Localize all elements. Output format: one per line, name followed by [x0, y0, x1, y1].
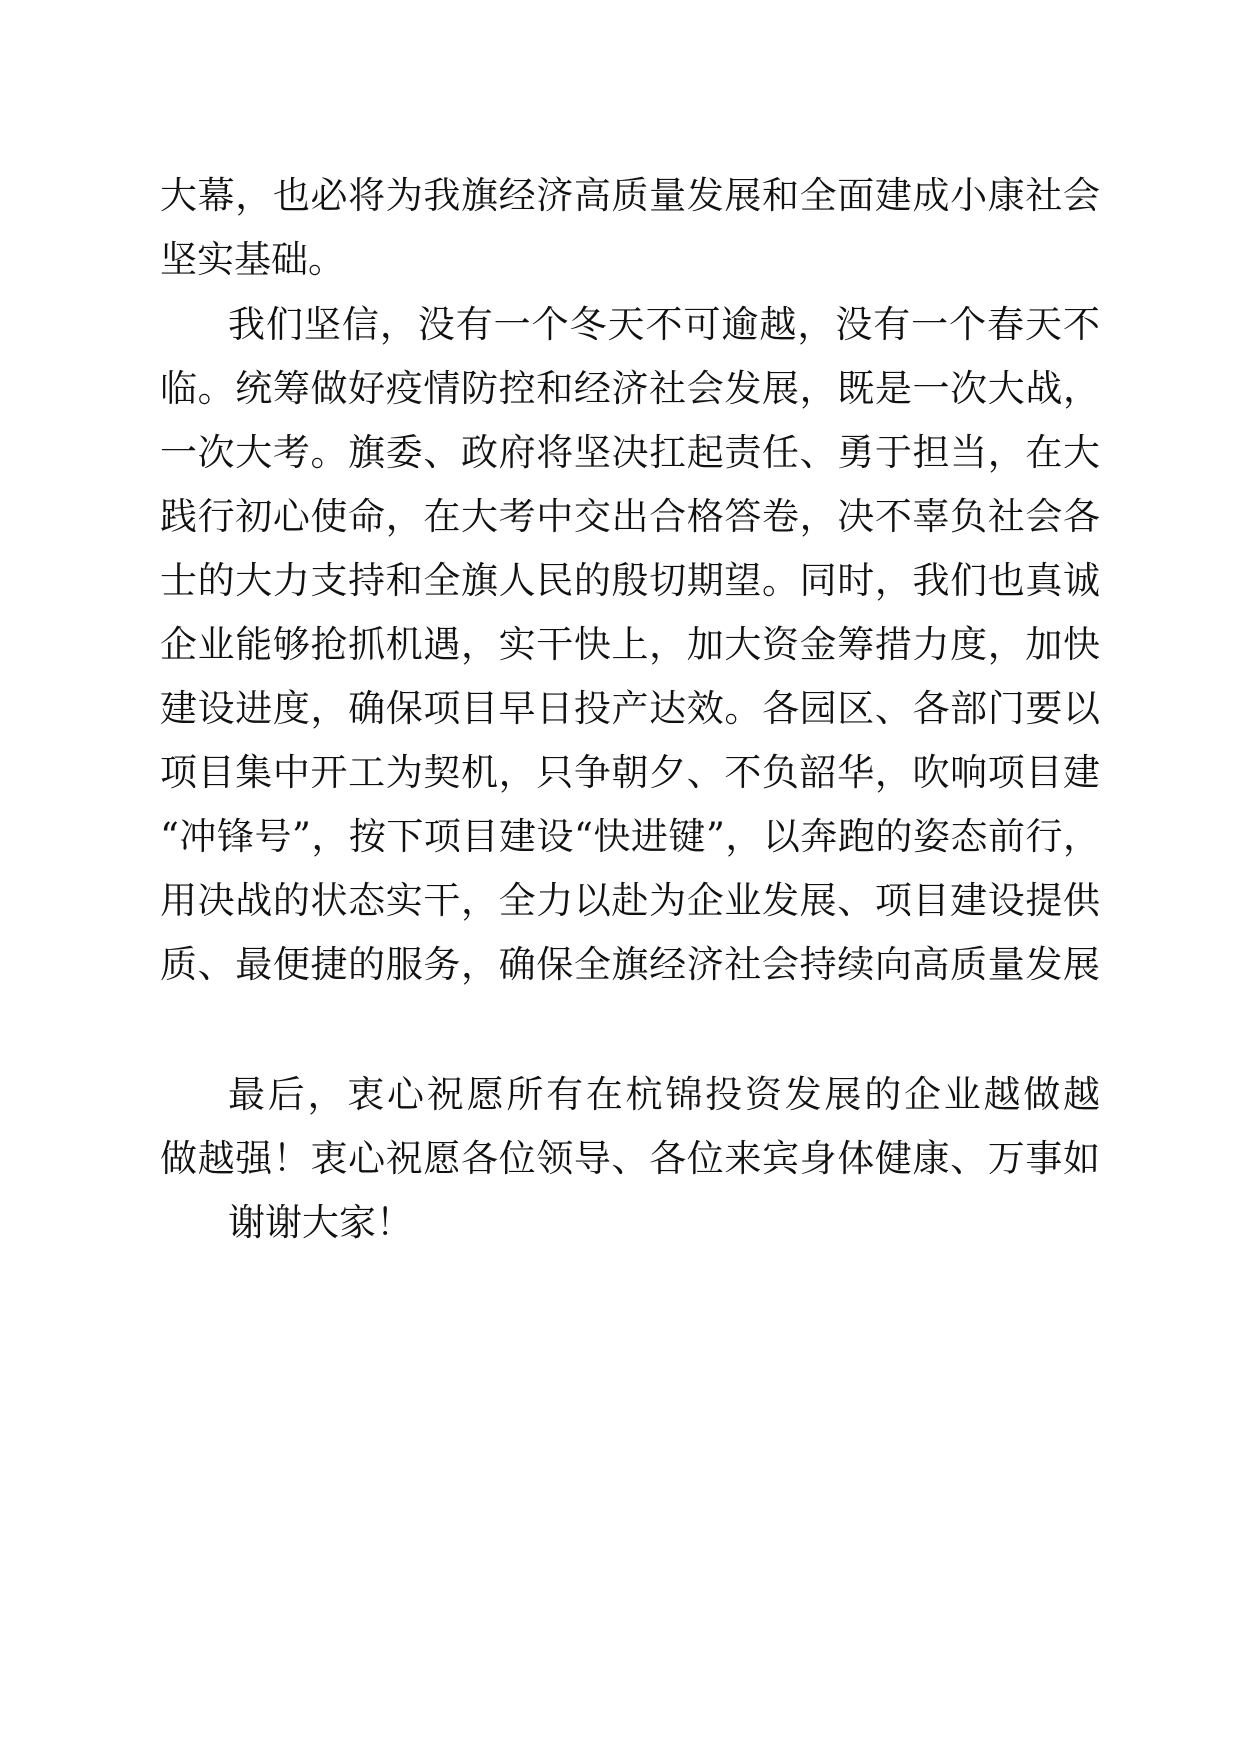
- paragraph-line: 做越强！衷心祝愿各位领导、各位来宾身体健康、万事如: [160, 1137, 1100, 1180]
- paragraph-line: 最后，衷心祝愿所有在杭锦投资发展的企业越做越: [228, 1073, 1100, 1116]
- paragraph-line: 我们坚信，没有一个冬天不可逾越，没有一个春天不: [228, 303, 1100, 346]
- paragraph-line: 建设进度，确保项目早日投产达效。各园区、各部门要以: [160, 687, 1100, 730]
- paragraph-thanks: [160, 1191, 1100, 1255]
- paragraph-belief: [160, 293, 1100, 997]
- paragraph-line: 质、最便捷的服务，确保全旗经济社会持续向高质量发展: [160, 943, 1100, 986]
- paragraph-line: 用决战的状态实干，全力以赴为企业发展、项目建设提供: [160, 879, 1100, 922]
- paragraph-line: 企业能够抢抓机遇，实干快上，加大资金筹措力度，加快: [160, 623, 1100, 666]
- paragraph-line: 士的大力支持和全旗人民的殷切期望。同时，我们也真诚: [160, 559, 1100, 602]
- paragraph-closing-wishes: [160, 1063, 1100, 1191]
- paragraph-line: 大幕，也必将为我旗经济高质量发展和全面建成小康社会: [160, 174, 1100, 217]
- paragraph-continuation: [160, 164, 1100, 292]
- paragraph-line: 坚实基础。: [160, 238, 345, 281]
- paragraph-line: 谢谢大家！: [228, 1201, 413, 1244]
- paragraph-line: 项目集中开工为契机，只争朝夕、不负韶华，吹响项目建: [160, 751, 1100, 794]
- paragraph-line: 践行初心使命，在大考中交出合格答卷，决不辜负社会各: [160, 495, 1100, 538]
- paragraph-line: “冲锋号”，按下项目建设“快进键”，以奔跑的姿态前行，: [160, 815, 1100, 858]
- paragraph-line: 临。统筹做好疫情防控和经济社会发展，既是一次大战，: [160, 367, 1100, 410]
- paragraph-line: 一次大考。旗委、政府将坚决扛起责任、勇于担当，在大: [160, 431, 1100, 474]
